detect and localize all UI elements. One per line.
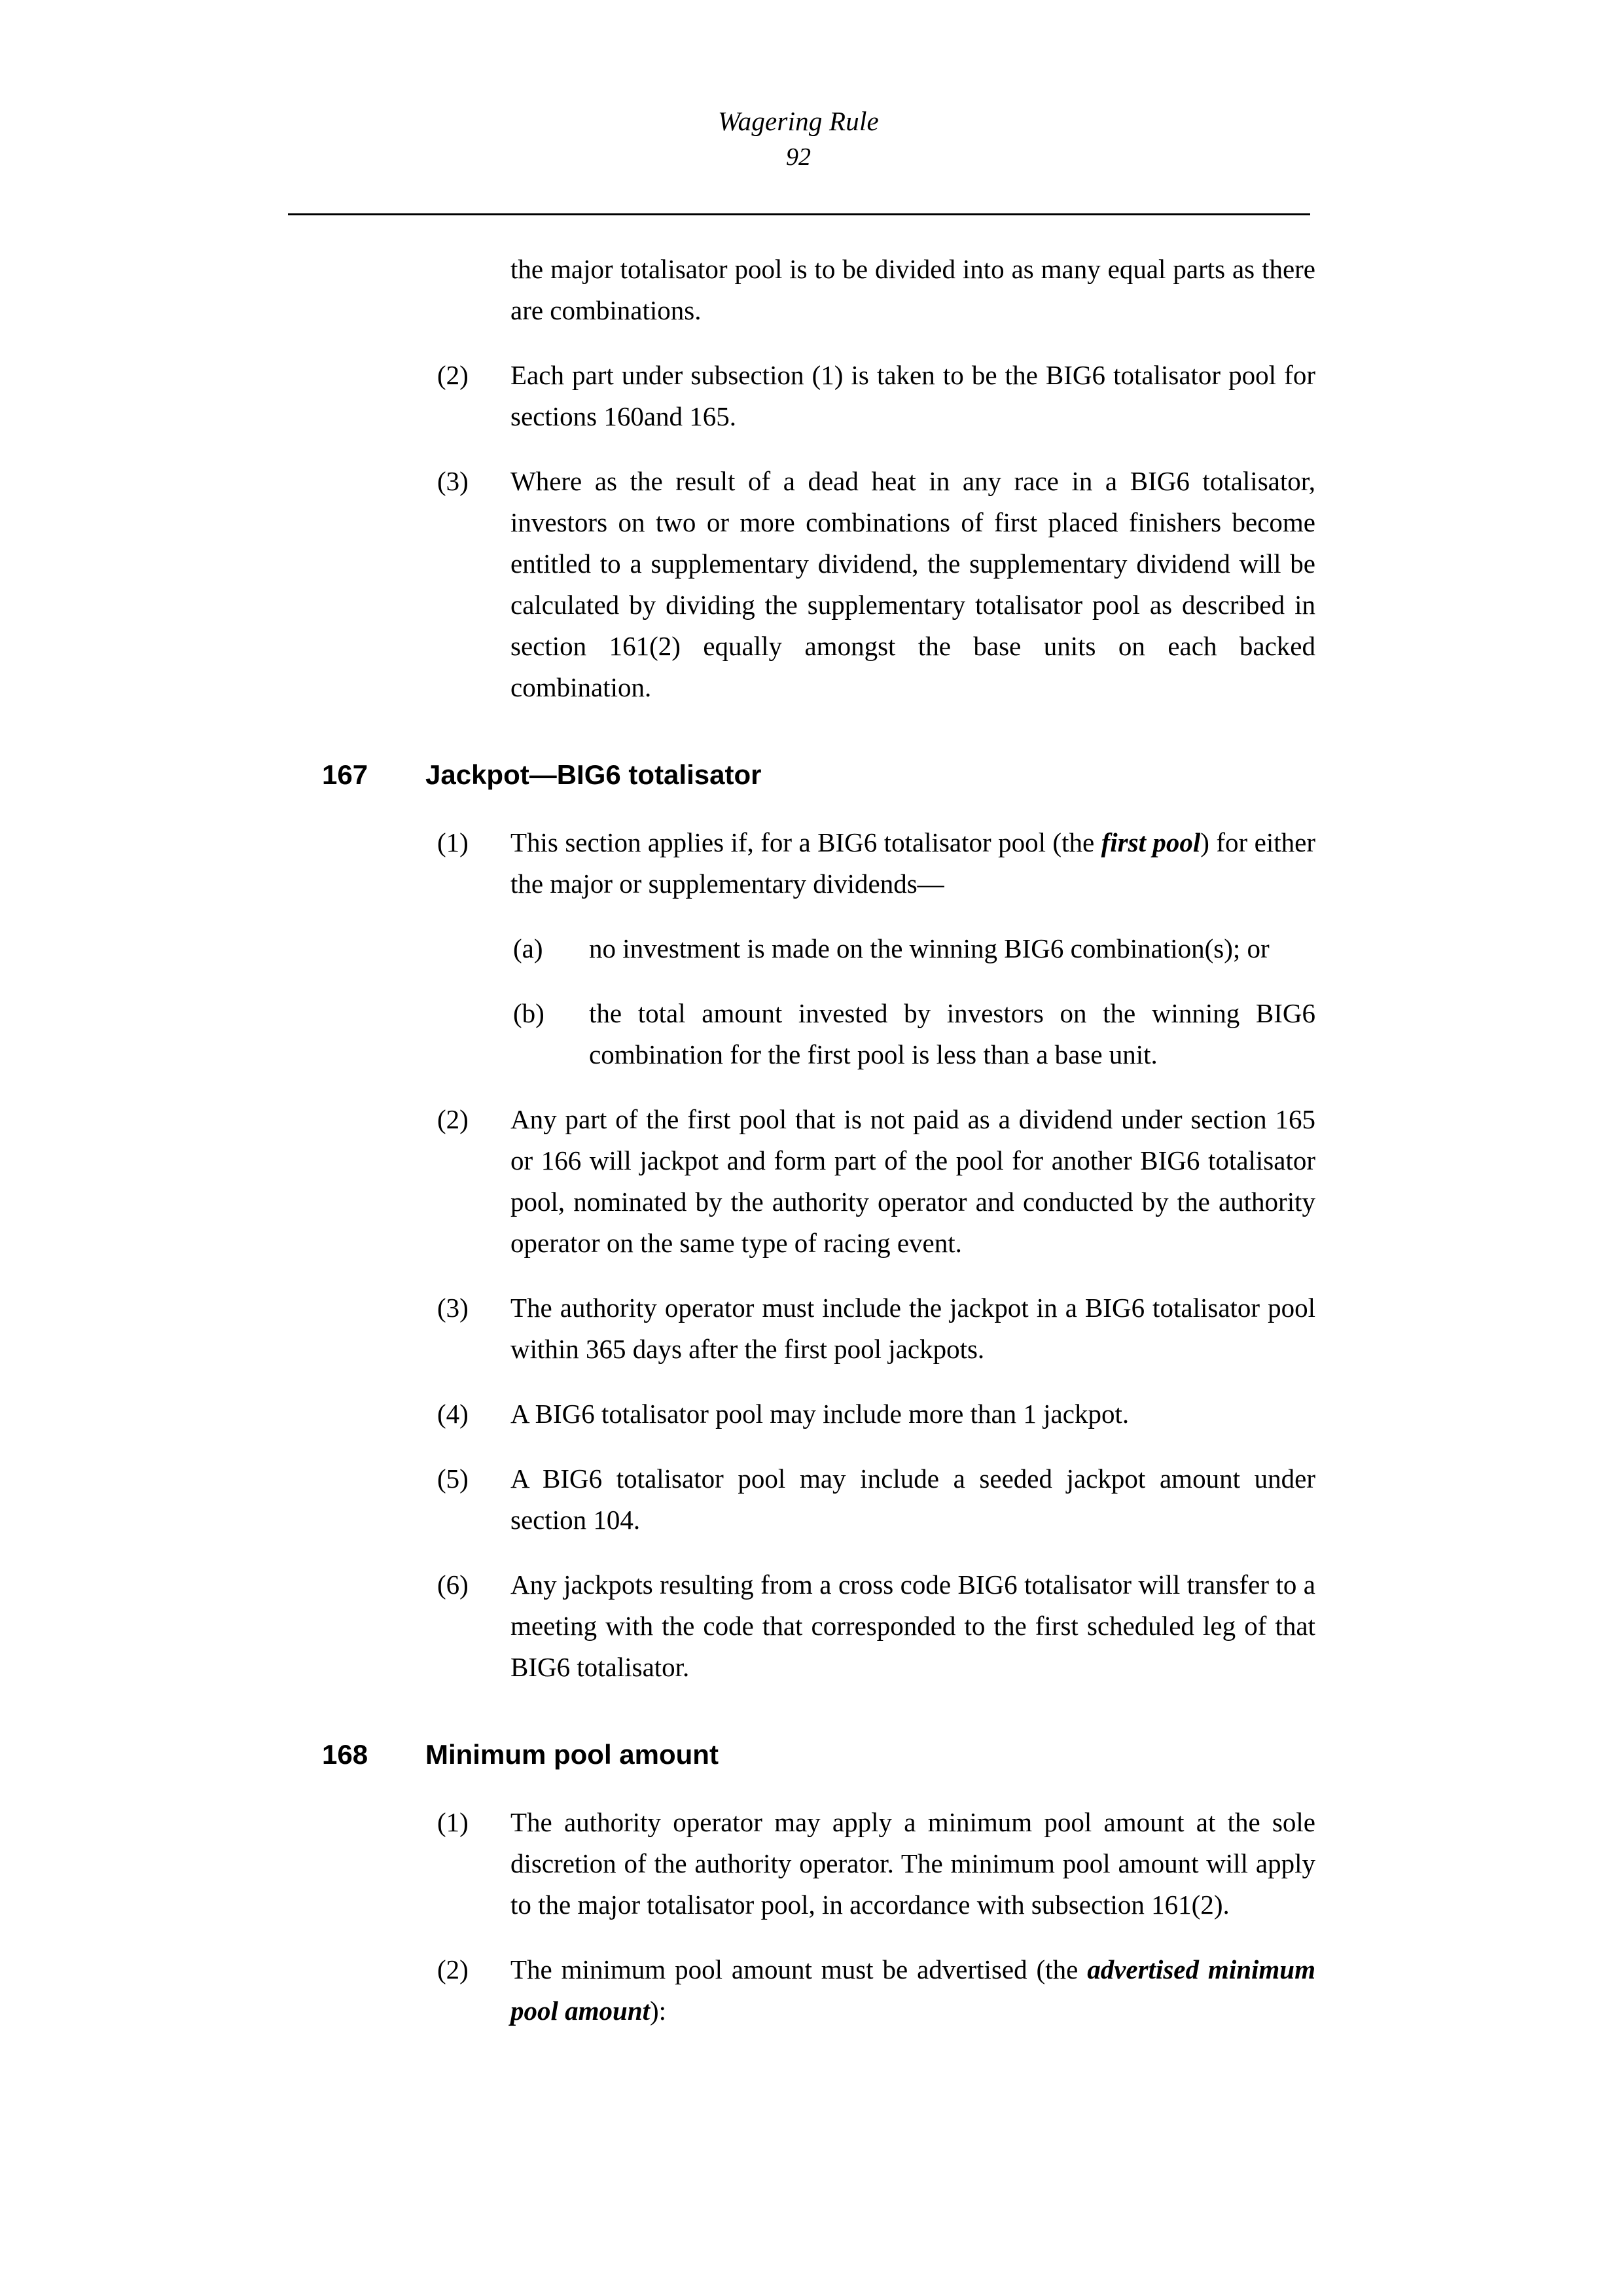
- subsection-text-after: ) for either the major or supplementary dividends—: [510, 827, 1315, 899]
- subsection-item: [437, 1949, 1315, 2032]
- subsection-item: [437, 822, 1315, 905]
- paragraph-item: [513, 993, 1315, 1075]
- subsection-text-after: ):: [650, 1996, 667, 2026]
- section-title: Jackpot—BIG6 totalisator: [425, 759, 762, 790]
- subsection-marker: (1): [437, 827, 469, 857]
- subsection-marker: (3): [437, 466, 469, 496]
- subsection-text: Where as the result of a dead heat in any race in a BIG6 totalisator, investors on two or more combinations of first placed finishers become entitled to a supplementary dividend, the supplementary dividend will be calculated by dividing the supplementary totalisator pool as described in section 161(2) equally amongst the base units on each backed combination.: [510, 466, 1315, 702]
- subsection-item: [437, 1564, 1315, 1688]
- subsection-marker: (2): [437, 1104, 469, 1134]
- subsection-text: Any part of the first pool that is not paid as a dividend under section 165 or 166 will jackpot and form part of the pool for another BIG6 totalisator pool, nominated by the authority operator and conducted by the authority operator on the same type of racing event.: [510, 1104, 1315, 1258]
- paragraph-marker: (b): [513, 998, 544, 1028]
- section-number: 167: [322, 759, 368, 790]
- subsection-text: The authority operator may apply a minimum pool amount at the sole discretion of the authority operator. The minimum pool amount will apply to the major totalisator pool, in accordance with subsection 161(2).: [510, 1807, 1315, 1920]
- subsection-marker: (4): [437, 1399, 469, 1429]
- subsection-text: Each part under subsection (1) is taken to be the BIG6 totalisator pool for sections 160and 165.: [510, 360, 1315, 431]
- subsection-text: The authority operator must include the jackpot in a BIG6 totalisator pool within 365 days after the first pool jackpots.: [510, 1293, 1315, 1364]
- subsection-item: [437, 1393, 1315, 1435]
- paragraph-text: the total amount invested by investors on the winning BIG6 combination for the first pool is less than a base unit.: [589, 998, 1315, 1069]
- subsection-marker: (1): [437, 1807, 469, 1837]
- subsection-marker: (5): [437, 1463, 469, 1494]
- subsection-marker: (2): [437, 360, 469, 390]
- document-body: [0, 249, 1623, 2055]
- paragraph-marker: (a): [513, 933, 543, 963]
- paragraph-item: [513, 928, 1315, 969]
- subsection-item: [437, 355, 1315, 437]
- subsection-text: A BIG6 totalisator pool may include more than 1 jackpot.: [510, 1399, 1130, 1429]
- intro-paragraph: [510, 249, 1315, 331]
- section-number: 168: [322, 1739, 368, 1770]
- defined-term: first pool: [1101, 827, 1201, 857]
- page-header: [288, 105, 1309, 173]
- intro-paragraph-text: the major totalisator pool is to be divided into as many equal parts as there are combinations.: [510, 254, 1315, 325]
- subsection-item: [437, 1802, 1315, 1926]
- subsection-text-before: This section applies if, for a BIG6 totalisator pool (the: [510, 827, 1101, 857]
- subsection-item: [437, 461, 1315, 708]
- subsection-item: [437, 1099, 1315, 1264]
- subsection-item: [437, 1458, 1315, 1541]
- subsection-marker: (3): [437, 1293, 469, 1323]
- section-heading-167: [322, 757, 1317, 793]
- subsection-text: A BIG6 totalisator pool may include a seeded jackpot amount under section 104.: [510, 1463, 1315, 1535]
- header-title: Wagering Rule: [718, 106, 879, 136]
- defined-term: advertised minimum pool amount: [510, 1954, 1315, 2026]
- section-heading-168: [322, 1736, 1317, 1773]
- subsection-marker: (6): [437, 1570, 469, 1600]
- page-number: 92: [786, 143, 811, 171]
- subsection-marker: (2): [437, 1954, 469, 1984]
- section-title: Minimum pool amount: [425, 1739, 719, 1770]
- header-divider: [288, 213, 1310, 215]
- subsection-text-before: The minimum pool amount must be advertised (the: [510, 1954, 1088, 1984]
- subsection-text: Any jackpots resulting from a cross code BIG6 totalisator will transfer to a meeting with the code that corresponded to the first scheduled leg of that BIG6 totalisator.: [510, 1570, 1315, 1682]
- subsection-item: [437, 1287, 1315, 1370]
- paragraph-text: no investment is made on the winning BIG6 combination(s); or: [589, 933, 1270, 963]
